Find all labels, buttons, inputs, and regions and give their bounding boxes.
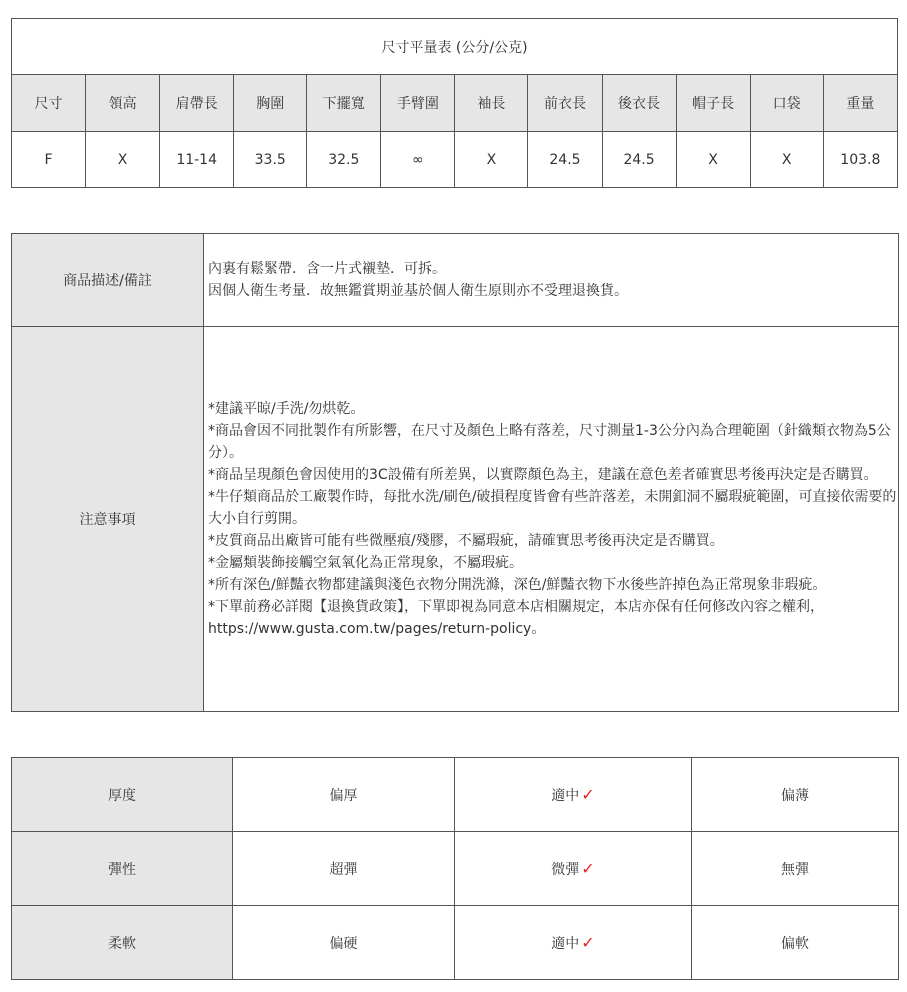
size-header-cell: 手臂圍 (381, 75, 455, 132)
size-header-cell: 口袋 (750, 75, 823, 132)
size-header-cell: 重量 (823, 75, 897, 132)
attribute-row-thickness (12, 758, 899, 832)
attribute-option (692, 758, 899, 832)
size-value-row (12, 132, 898, 188)
size-header-row (12, 75, 898, 132)
size-value-cell: X (750, 132, 823, 188)
size-value-cell: 32.5 (307, 132, 381, 188)
notes-content (204, 327, 899, 712)
size-value-cell: 33.5 (234, 132, 307, 188)
attribute-label: 彈性 (12, 832, 233, 906)
option-text: 偏厚 (329, 787, 358, 804)
size-value-cell: ∞ (381, 132, 455, 188)
size-header-cell: 肩帶長 (160, 75, 234, 132)
size-header-cell: 前衣長 (528, 75, 602, 132)
attribute-option (692, 906, 899, 980)
note-line: *金屬類裝飾接觸空氣氧化為正常現象，不屬瑕疵。 (208, 555, 523, 571)
size-header-cell: 帽子長 (676, 75, 750, 132)
note-line: *皮質商品出廠皆可能有些微壓痕/殘膠，不屬瑕疵，請確實思考後再決定是否購買。 (208, 533, 724, 549)
check-icon: ✓ (581, 932, 595, 952)
note-line: *商品會因不同批製作有所影響，在尺寸及顏色上略有落差，尺寸測量1-3公分內為合理範圍（針織類衣物為5公分）。 (208, 423, 891, 461)
attribute-label: 柔軟 (12, 906, 233, 980)
size-table-title: 尺寸平量表 (公分/公克) (12, 19, 898, 75)
description-content (204, 234, 899, 327)
attribute-option-selected (455, 832, 692, 906)
option-text: 偏薄 (781, 787, 809, 804)
description-label: 商品描述/備註 (12, 234, 204, 327)
note-line: *建議平晾/手洗/勿烘乾。 (208, 401, 365, 417)
size-header-cell: 尺寸 (12, 75, 86, 132)
description-row (12, 234, 899, 327)
size-header-cell: 後衣長 (602, 75, 676, 132)
size-value-cell: 11-14 (160, 132, 234, 188)
option-text: 微彈 (551, 861, 580, 878)
note-line: *牛仔類商品於工廠製作時，每批水洗/刷色/破損程度皆會有些許落差，未開釦洞不屬瑕疵範圍，可直接依需要的大小自行剪開。 (208, 489, 897, 527)
attribute-option (233, 832, 455, 906)
size-value-cell: 24.5 (602, 132, 676, 188)
note-line: *所有深色/鮮豔衣物都建議與淺色衣物分開洗滌，深色/鮮豔衣物下水後些許掉色為正常現象非瑕疵。 (208, 577, 827, 593)
note-line: *商品呈現顏色會因使用的3C設備有所差異，以實際顏色為主，建議在意色差者確實思考後再決定是否購買。 (208, 467, 878, 483)
size-header-cell: 胸圍 (234, 75, 307, 132)
description-line: 內裏有鬆緊帶．含一片式襯墊．可拆。 (208, 261, 446, 277)
size-value-cell: 24.5 (528, 132, 602, 188)
option-text: 偏軟 (781, 935, 809, 952)
notes-row (12, 327, 899, 712)
description-line: 因個人衛生考量．故無鑑賞期並基於個人衛生原則亦不受理退換貨。 (208, 283, 628, 299)
option-text: 超彈 (329, 861, 358, 878)
fabric-attributes-table (11, 757, 899, 980)
check-icon: ✓ (581, 784, 595, 804)
check-icon: ✓ (581, 858, 595, 878)
note-line: *下單前務必詳閱【退換貨政策】，下單即視為同意本店相關規定，本店亦保有任何修改內容之權利，https://www.gusta.com.tw/pages/return-policy。 (208, 599, 824, 637)
attribute-row-softness (12, 906, 899, 980)
option-text: 無彈 (781, 861, 809, 878)
size-table (11, 18, 898, 188)
attribute-row-elasticity (12, 832, 899, 906)
size-header-cell: 領高 (86, 75, 160, 132)
attribute-option (233, 758, 455, 832)
size-value-cell: 103.8 (823, 132, 897, 188)
option-text: 適中 (551, 935, 580, 952)
option-text: 偏硬 (329, 935, 358, 952)
size-value-cell: X (86, 132, 160, 188)
option-text: 適中 (551, 787, 580, 804)
size-header-cell: 袖長 (455, 75, 528, 132)
attribute-option-selected (455, 906, 692, 980)
attribute-label: 厚度 (12, 758, 233, 832)
size-value-cell: F (12, 132, 86, 188)
size-value-cell: X (455, 132, 528, 188)
size-value-cell: X (676, 132, 750, 188)
attribute-option (233, 906, 455, 980)
size-header-cell: 下擺寬 (307, 75, 381, 132)
attribute-option-selected (455, 758, 692, 832)
description-table (11, 233, 899, 712)
notes-label: 注意事項 (12, 327, 204, 712)
attribute-option (692, 832, 899, 906)
